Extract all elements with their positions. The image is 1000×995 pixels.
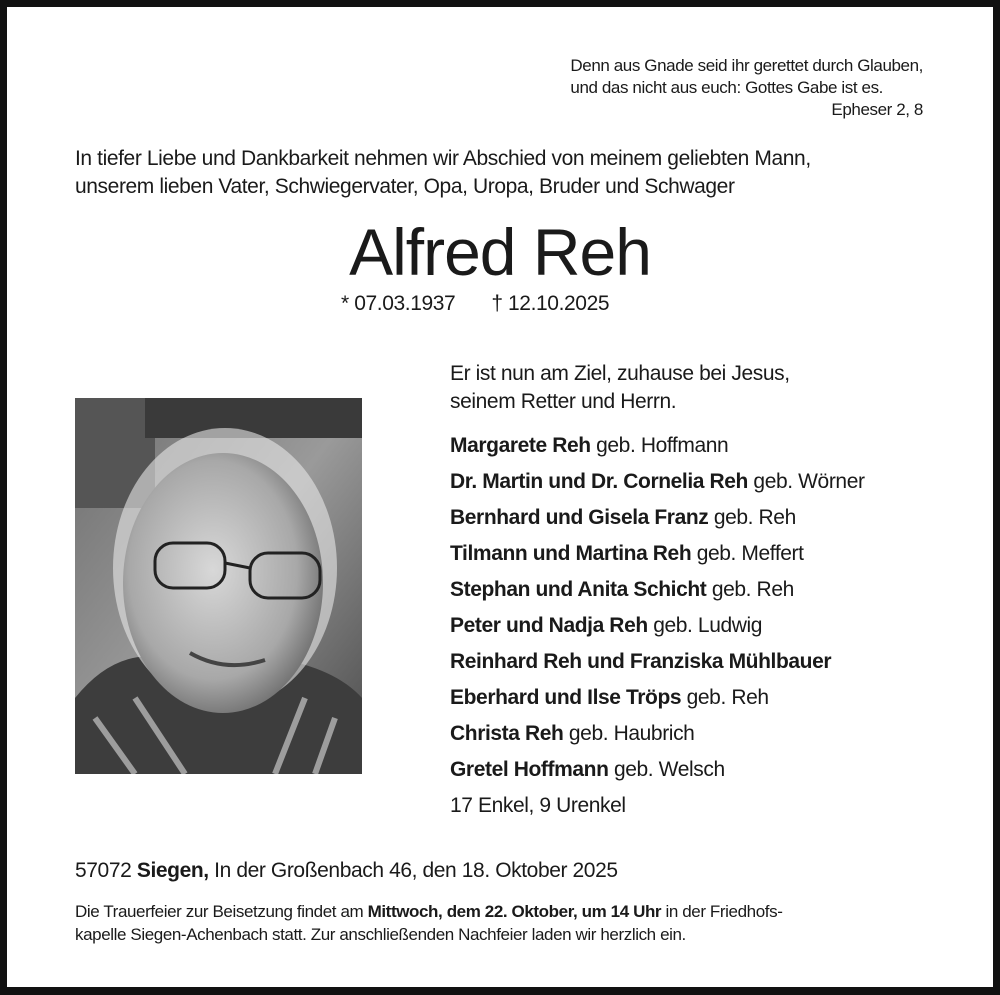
- family-name: Reinhard Reh und Franziska Mühlbauer: [450, 650, 832, 673]
- family-note: geb. Welsch: [613, 758, 725, 781]
- info-line: kapelle Siegen-Achenbach statt. Zur anschließenden Nachfeier laden wir herzlich ein.: [75, 925, 686, 944]
- family-entry: [450, 608, 865, 644]
- zip-code: 57072: [75, 859, 132, 882]
- family-note: geb. Haubrich: [568, 722, 695, 745]
- family-note: geb. Hoffmann: [596, 434, 729, 457]
- family-note: geb. Reh: [711, 578, 794, 601]
- family-entry: [450, 752, 865, 788]
- family-list: [450, 428, 865, 824]
- family-name: Margarete Reh: [450, 434, 591, 457]
- family-entry: [450, 500, 865, 536]
- family-note: geb. Reh: [686, 686, 769, 709]
- family-name: Tilmann und Martina Reh: [450, 542, 692, 565]
- family-name: Peter und Nadja Reh: [450, 614, 648, 637]
- city: Siegen,: [136, 859, 209, 882]
- quote-line: seinem Retter und Herrn.: [450, 390, 677, 413]
- family-note: geb. Reh: [713, 506, 796, 529]
- address-line: [75, 859, 618, 883]
- family-note: geb. Wörner: [753, 470, 865, 493]
- family-name: Stephan und Anita Schicht: [450, 578, 707, 601]
- bible-verse: [570, 55, 923, 121]
- funeral-info: [75, 900, 782, 946]
- family-entry: [450, 464, 865, 500]
- family-entry: [450, 644, 865, 680]
- family-name: Bernhard und Gisela Franz: [450, 506, 709, 529]
- verse-line: und das nicht aus euch: Gottes Gabe ist es.: [570, 78, 883, 97]
- funeral-datetime: Mittwoch, dem 22. Oktober, um 14 Uhr: [367, 902, 662, 921]
- intro-line: unserem lieben Vater, Schwiegervater, Opa, Uropa, Bruder und Schwager: [75, 175, 735, 198]
- info-text: Die Trauerfeier zur Beisetzung findet am: [75, 902, 364, 921]
- family-entry: [450, 716, 865, 752]
- intro-text: [75, 145, 811, 201]
- mourners-column: [450, 360, 865, 824]
- family-note: geb. Ludwig: [653, 614, 763, 637]
- info-text: in der Friedhofs-: [665, 902, 783, 921]
- family-entry: [450, 572, 865, 608]
- grandchildren: 17 Enkel, 9 Urenkel: [450, 794, 626, 817]
- family-entry: [450, 536, 865, 572]
- verse-reference: Epheser 2, 8: [831, 100, 923, 119]
- life-dates: [341, 292, 645, 316]
- family-name: Dr. Martin und Dr. Cornelia Reh: [450, 470, 748, 493]
- portrait-photo: [75, 398, 362, 774]
- closing-quote: [450, 360, 865, 416]
- birth-date: * 07.03.1937: [341, 292, 456, 315]
- deceased-name: Alfred Reh: [349, 215, 651, 289]
- quote-line: Er ist nun am Ziel, zuhause bei Jesus,: [450, 362, 790, 385]
- family-name: Christa Reh: [450, 722, 564, 745]
- info-line: [75, 900, 782, 923]
- address-date: In der Großenbach 46, den 18. Oktober 2025: [214, 859, 618, 882]
- family-name: Gretel Hoffmann: [450, 758, 609, 781]
- family-entry: [450, 428, 865, 464]
- family-note: geb. Meffert: [696, 542, 804, 565]
- family-name: Eberhard und Ilse Tröps: [450, 686, 682, 709]
- family-entry: [450, 680, 865, 716]
- death-date: † 12.10.2025: [491, 292, 610, 315]
- verse-line: Denn aus Gnade seid ihr gerettet durch Glauben,: [570, 56, 923, 75]
- intro-line: In tiefer Liebe und Dankbarkeit nehmen wir Abschied von meinem geliebten Mann,: [75, 147, 811, 170]
